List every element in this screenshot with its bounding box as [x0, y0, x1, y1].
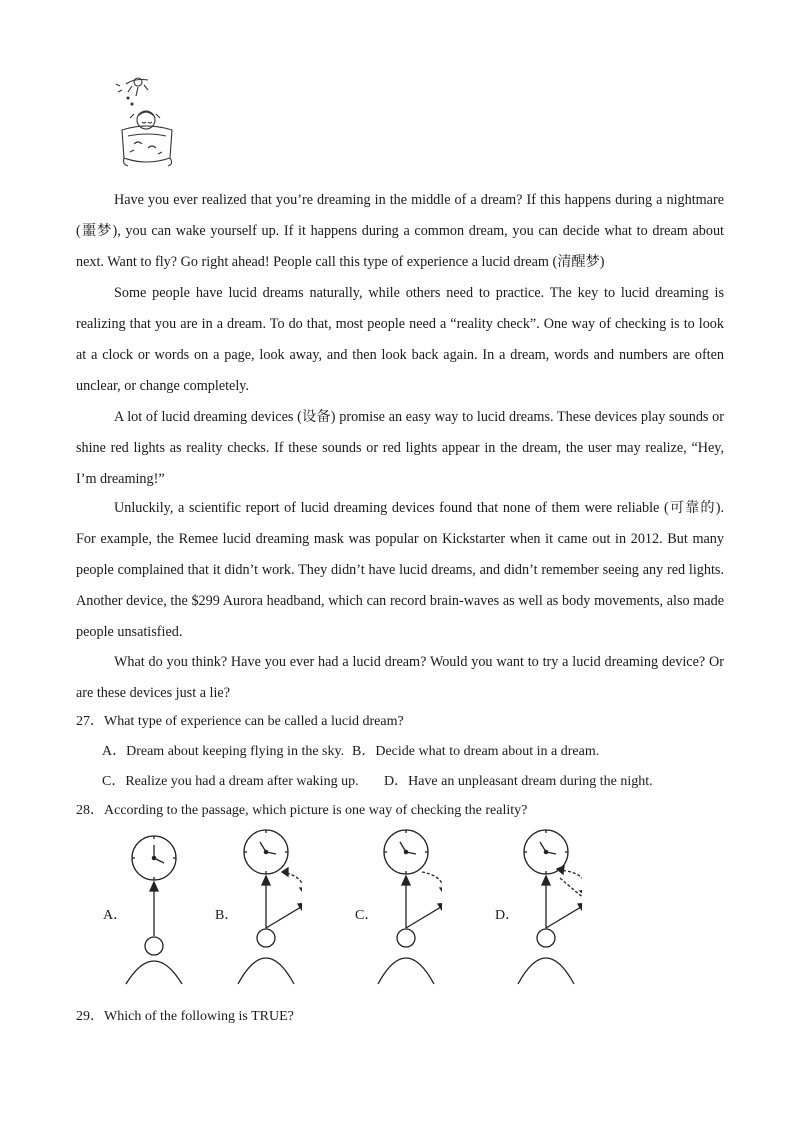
- question-28-option-d-figure[interactable]: [510, 828, 582, 986]
- question-27-stem: 27．What type of experience can be called a lucid dream?: [76, 714, 404, 729]
- question-27-option-c[interactable]: C．Realize you had a dream after waking up.: [102, 774, 359, 789]
- question-27-option-a[interactable]: A．Dream about keeping flying in the sky.: [102, 744, 345, 759]
- question-28-option-c-figure[interactable]: [370, 828, 442, 986]
- question-28-stem: 28．According to the passage, which picture is one way of checking the reality?: [76, 803, 528, 818]
- passage-paragraph-4: Unluckily, a scientific report of lucid dreaming devices found that none of them were reliable (可靠的). For example, the Remee lucid dreaming mask was popular on Kickstarter when it came out in 2012. But many people complained that it didn’t work. They didn’t have lucid dreams, and didn’t remember seeing any red lights. Another device, the $299 Aurora headband, which can record brain-waves as well as body movements, also made people unsatisfied.: [76, 500, 724, 640]
- question-28-option-a-label[interactable]: A．: [103, 908, 128, 923]
- question-28-option-b-figure[interactable]: [230, 828, 302, 986]
- question-28-option-a-figure[interactable]: [118, 828, 190, 986]
- passage-paragraph-5: What do you think? Have you ever had a lucid dream? Would you want to try a lucid dreaming device? Or are these devices just a lie?: [76, 654, 724, 701]
- question-27-option-b[interactable]: B．Decide what to dream about in a dream.: [352, 744, 600, 759]
- question-29-stem: 29．Which of the following is TRUE?: [76, 1009, 294, 1024]
- question-28-option-b-label[interactable]: B．: [215, 908, 239, 923]
- passage-paragraph-2: Some people have lucid dreams naturally, while others need to practice. The key to lucid dreaming is realizing that you are in a dream. To do that, most people need a “reality check”. One way of checking is to look at a clock or words on a page, look away, and then look back again. In a dream, words and numbers are often unclear, or change completely.: [76, 285, 724, 394]
- passage-paragraph-1: Have you ever realized that you’re dreaming in the middle of a dream? If this happens during a nightmare (噩梦), you can wake yourself up. If it happens during a common dream, you can decide what to dream about next. Want to fly? Go right ahead! People call this type of experience a lucid dream (清醒梦): [76, 192, 724, 270]
- question-27-option-d[interactable]: D．Have an unpleasant dream during the night.: [384, 774, 653, 789]
- passage-paragraph-3: A lot of lucid dreaming devices (设备) promise an easy way to lucid dreams. These devices play sounds or shine red lights as reality checks. If these sounds or red lights appear in the dream, the user may realize, “Hey, I’m dreaming!”: [76, 409, 724, 487]
- question-28-option-c-label[interactable]: C．: [355, 908, 379, 923]
- question-28-option-d-label[interactable]: D．: [495, 908, 520, 923]
- sleeping-girl-illustration: [108, 72, 178, 172]
